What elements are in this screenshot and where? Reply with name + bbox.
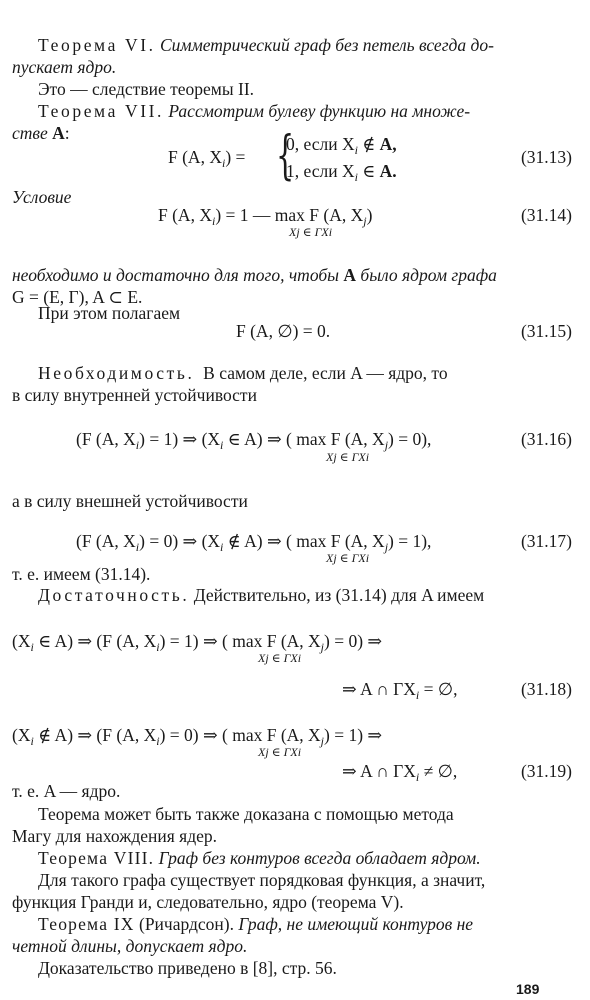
text-line: стве A: <box>12 123 70 143</box>
text-line: G = (E, Γ), A ⊂ E. <box>12 287 143 307</box>
page-number: 189 <box>516 981 540 997</box>
equation-number: (31.13) <box>520 147 572 167</box>
text-line: При этом полагаем <box>38 303 181 323</box>
sufficiency-line: Достаточность. Действительно, из (31.14) для A имеем <box>38 585 485 605</box>
text-line: а в силу внешней устойчивости <box>12 491 248 511</box>
equation-14: F (A, $X_i) = 1$ — max F (A, $X_j$) <box>158 205 373 228</box>
max-subscript: Xj ∈ ΓXi <box>326 450 370 464</box>
equation-number: (31.17) <box>520 531 572 551</box>
text-line: Теорема может быть также доказана с помощью метода <box>38 804 454 824</box>
necessity-line: Необходимость. В самом деле, если A — ядро, то <box>38 363 448 383</box>
equation-19-line-2: ⇒ A ∩ $\Gamma X_i$ ≠ ∅, <box>342 761 458 784</box>
text-line: функция Гранди и, следовательно, ядро (теорема V). <box>12 892 404 912</box>
theorem-7-line: Теорема VII. Рассмотрим булеву функцию на множе- <box>38 101 471 121</box>
equation-16: (F (A, $X_i) = 1$) ⇒ ($X_i$ ∈ A) ⇒ ( max F (A, $X_j) = 0$), <box>76 429 432 452</box>
text-line: пускает ядро. <box>12 57 117 77</box>
equation-18-line-2: ⇒ A ∩ $\Gamma X_i$ = ∅, <box>342 679 458 702</box>
left-brace-icon: { <box>276 126 295 186</box>
max-subscript: Xj ∈ ΓXi <box>258 651 302 665</box>
equation-number: (31.15) <box>520 321 572 341</box>
equation-13-case-2: 1, если $X_i$ ∈ A. <box>286 161 397 184</box>
equation-17: (F (A, $X_i) = 0$) ⇒ ($X_i$ ∉ A) ⇒ ( max F (A, $X_j) = 1$), <box>76 531 432 554</box>
equation-number: (31.19) <box>520 761 572 781</box>
theorem-6-line: Теорема VI. Симметрический граф без петель всегда до- <box>38 35 494 55</box>
text-line: Доказательство приведено в [8], стр. 56. <box>38 958 337 978</box>
theorem-9-line: Теорема IX (Ричардсон). Граф, не имеющий контуров не <box>38 914 474 934</box>
text-line: Магу для нахождения ядер. <box>12 826 217 846</box>
equation-13-case-1: 0, если $X_i$ ∉ A, <box>286 134 397 157</box>
text-line: в силу внутренней устойчивости <box>12 385 257 405</box>
text-line: Для такого графа существует порядковая функция, а значит, <box>38 870 486 890</box>
equation-18-line-1: ($X_i$ ∈ A) ⇒ (F (A, $X_i) = 1$) ⇒ ( max F (A, $X_j) = 0$) ⇒ <box>12 631 383 654</box>
text-line: Это — следствие теоремы II. <box>38 79 255 99</box>
text-line: т. е. A — ядро. <box>12 781 121 801</box>
equation-15: F (A, ∅) = 0. <box>236 321 331 341</box>
max-subscript: Xj ∈ ΓXi <box>326 551 370 565</box>
equation-number: (31.14) <box>520 205 572 225</box>
equation-number: (31.16) <box>520 429 572 449</box>
equation-13-lhs: F (A, $X_i$) = <box>168 147 246 170</box>
max-subscript: Xj ∈ ΓXi <box>289 225 333 239</box>
theorem-8-line: Теорема VIII. Граф без контуров всегда обладает ядром. <box>38 848 481 868</box>
text-line: т. е. имеем (31.14). <box>12 564 151 584</box>
max-subscript: Xj ∈ ΓXi <box>258 745 302 759</box>
equation-19-line-1: ($X_i$ ∉ A) ⇒ (F (A, $X_i) = 0$) ⇒ ( max F (A, $X_j) = 1$) ⇒ <box>12 725 383 748</box>
text-line: необходимо и достаточно для того, чтобы A было ядром графа <box>12 265 497 285</box>
equation-number: (31.18) <box>520 679 572 699</box>
text-line: четной длины, допускает ядро. <box>12 936 248 956</box>
text-line: Условие <box>12 187 72 207</box>
